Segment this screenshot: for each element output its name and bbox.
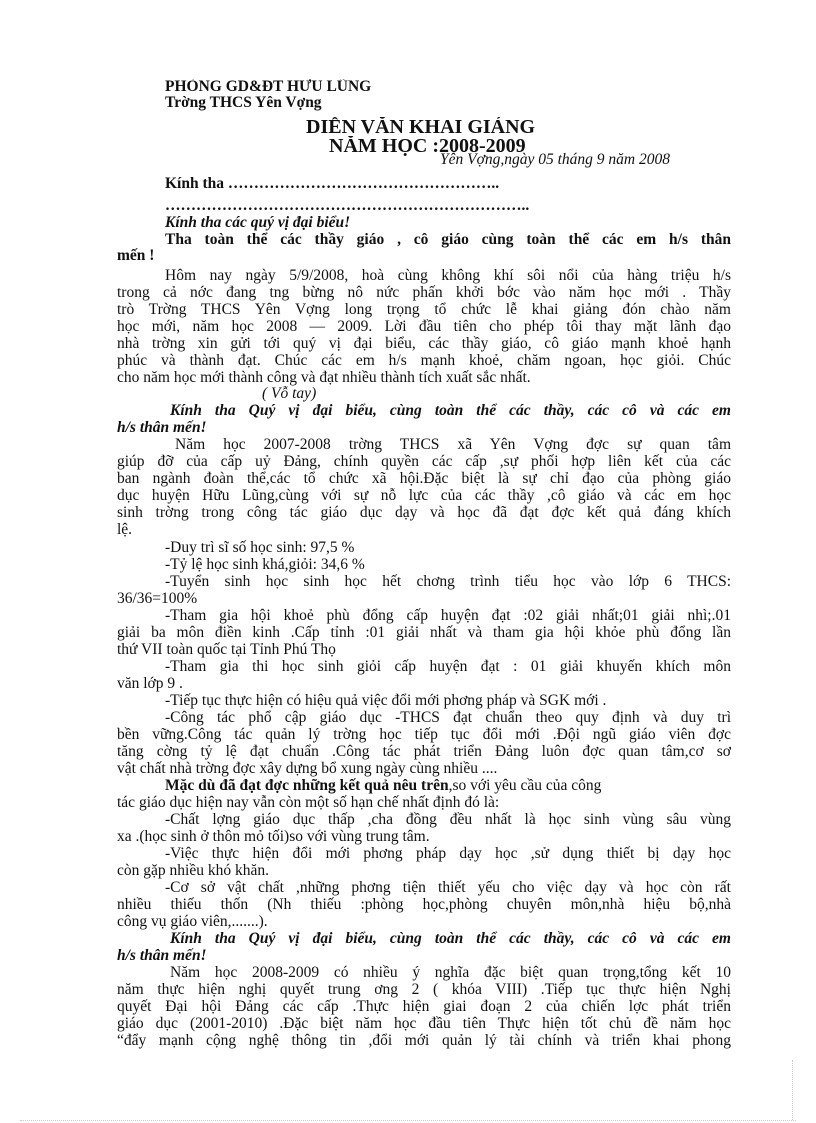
text-line: nhà trờng xin gửi tới quý vị đại biểu, các thầy giáo, cô giáo mạnh khoẻ hạnh: [117, 336, 731, 352]
page-edge-right: [792, 1060, 793, 1120]
speech-title: DIỄN VĂN KHAI GIẢNG: [306, 117, 536, 137]
text-line: trò Trờng THCS Yên Vợng long trọng tổ chức lễ khai giảng đón chào năm: [117, 302, 731, 318]
school-name: Trờng THCS Yên Vợng: [165, 95, 322, 111]
applause-note: ( Vỗ tay): [262, 386, 317, 402]
list-item: -Việc thực hiện đổi mới phơng pháp dạy học ,sử dụng thiết bị dạy học: [165, 846, 731, 862]
list-item: tăng cờng tỷ lệ đạt chuẩn .Công tác phát triển Đảng luôn đợc quan tâm,cơ sơ: [117, 744, 731, 760]
text-line: cho năm học mới thành công và đạt nhiều thành tích xuất sắc nhất.: [117, 370, 531, 386]
list-item: giải ba môn điền kinh .Cấp tỉnh :01 giải nhất và tham gia hội khỏe phù đổng lần: [117, 625, 731, 641]
list-item: vật chất nhà trờng đợc xây dựng bổ xung ngày cùng nhiều ....: [117, 761, 498, 777]
text-line: “đẩy mạnh cộng nghệ thông tin ,đổi mới quản lý tài chính và triển khai phong: [117, 1033, 731, 1049]
office-name: PHÒNG GD&ĐT HỮU LŨNG: [165, 79, 372, 95]
list-item: -Tham gia hội khoẻ phù đổng cấp huyện đạt :02 giải nhất;01 giải nhì;.01: [165, 608, 731, 624]
list-item: văn lớp 9 .: [117, 676, 183, 692]
list-item: -Cơ sở vật chất ,những phơng tiện thiết yếu cho việc dạy và học còn rất: [165, 880, 731, 896]
address-3-line-1: Kính tha Quý vị đại biểu, cùng toàn thể các thầy, các cô và các em: [170, 931, 731, 947]
text-line: sinh trờng trong công tác giáo dục dạy và học đã đạt đợc kết quả đáng khích: [117, 505, 731, 521]
salutation-line-2: ……………………………………………………………..: [165, 198, 530, 214]
list-item: -Tỷ lệ học sinh khá,giỏi: 34,6 %: [165, 557, 365, 573]
limits-lead-rest: ,so với yêu cầu của công: [448, 778, 602, 794]
list-item: công vụ giáo viên,.......).: [117, 914, 268, 930]
address-2-line-1: Kính tha Quý vị đại biểu, cùng toàn thể các thầy, các cô và các em: [170, 403, 731, 419]
text-line: lệ.: [117, 522, 133, 538]
page-edge-bottom: [20, 1120, 796, 1121]
limits-lead-bold: Mặc dù đã đạt đợc những kết quả nêu trên: [165, 778, 449, 794]
list-item: -Tham gia thi học sinh giỏi cấp huyện đạt : 01 giải khuyến khích môn: [165, 659, 731, 675]
list-item: tác giáo dục hiện nay vẫn còn một số hạn chế nhất định đó là:: [117, 795, 500, 811]
salutation-all: Tha toàn thể các thầy giáo , cô giáo cùng toàn thể các em h/s thân: [165, 232, 731, 248]
list-item: còn gặp nhiều khó khăn.: [117, 863, 269, 879]
salutation-all-end: mến !: [117, 248, 155, 264]
text-line: năm thực hiện nghị quyết trung ơng 2 ( khóa VIII) .Tiếp tục thực hiện Nghị: [117, 982, 731, 998]
text-line: học mới, năm học 2008 — 2009. Lời đầu tiên cho phép tôi thay mặt lãnh đạo: [117, 319, 731, 335]
salutation-guests: Kính tha các quý vị đại biểu!: [165, 215, 351, 231]
text-line: trong cả nớc đang tng bừng nô nức phấn khởi bớc vào năm học mới . Thầy: [117, 285, 731, 301]
list-item: 36/36=100%: [117, 591, 198, 607]
text-line: Hôm nay ngày 5/9/2008, hoà cùng không khí sôi nổi của hàng triệu h/s: [165, 268, 731, 284]
list-item: thứ VII toàn quốc tại Tỉnh Phú Thọ: [117, 642, 336, 658]
text-line: ban ngành đoàn thể,các tổ chức xã hội.Đặc biệt là sự chỉ đạo của phòng giáo: [117, 471, 731, 487]
list-item: nhiều thiếu thốn (Nh thiếu :phòng học,phòng chuyên môn,nhà hiệu bộ,nhà: [117, 897, 731, 913]
salutation-line-1: Kính tha ……………………………………………..: [165, 176, 500, 192]
list-item: -Tuyển sinh học sinh học hết chơng trình tiểu học vào lớp 6 THCS:: [165, 574, 731, 590]
list-item: bền vững.Công tác quản lý trờng học tiếp tục đổi mới .Đội ngũ giáo viên đợc: [117, 727, 731, 743]
school-year-title: NĂM HỌC :2008-2009: [329, 136, 526, 156]
list-item: -Chất lợng giáo dục thấp ,cha đồng đều nhất là học sinh vùng sâu vùng: [165, 812, 731, 828]
text-line: Năm học 2008-2009 có nhiều ý nghĩa đặc biệt quan trọng,tổng kết 10: [170, 965, 731, 981]
list-item: -Công tác phổ cập giáo dục -THCS đạt chuẩn theo quy định và duy trì: [165, 710, 731, 726]
text-line: phúc và thành đạt. Chúc các em h/s mạnh khoẻ, chăm ngoan, học giỏi. Chúc: [117, 353, 731, 369]
address-2-line-2: h/s thân mến!: [117, 420, 207, 436]
text-line: giúp đỡ của cấp uỷ Đảng, chính quyền các cấp ,sự phối hợp liên kết của các: [117, 454, 731, 470]
text-line: dục huyện Hữu Lũng,cùng với sự nỗ lực của các thầy ,cô giáo và các em học: [117, 488, 731, 504]
limits-lead: [165, 778, 731, 794]
list-item: -Duy trì sĩ số học sinh: 97,5 %: [165, 540, 355, 556]
speech-date: Yên Vợng,ngày 05 tháng 9 năm 2008: [440, 152, 670, 168]
list-item: -Tiếp tục thực hiện có hiệu quả việc đổi mới phơng pháp và SGK mới .: [165, 693, 607, 709]
text-line: giáo dục (2001-2010) .Đặc biệt năm học đầu tiên Thực hiện tốt chủ đề năm học: [117, 1016, 731, 1032]
text-line: quyết Đại hội Đảng các cấp .Thực hiện giai đoạn 2 của chiến lợc phát triển: [117, 999, 731, 1015]
list-item: xa .(học sinh ở thôn mỏ tối)so với vùng trung tâm.: [117, 829, 430, 845]
text-line: Năm học 2007-2008 trờng THCS xã Yên Vợng đợc sự quan tâm: [175, 437, 731, 453]
address-3-line-2: h/s thân mến!: [117, 948, 207, 964]
